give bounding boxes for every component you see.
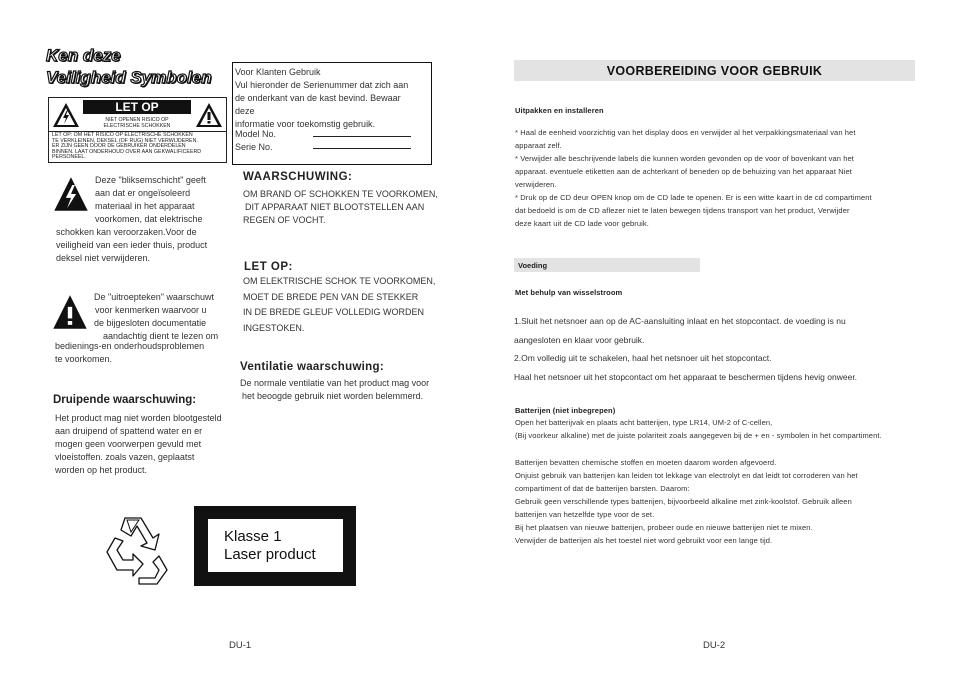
- lightning-symbol-icon: [53, 176, 89, 212]
- exclamation-explanation: De "uitroepteken" waarschuwt voor kenmerken waarvoor u de bijgesloten documentatie aandachtig dient te lezen om: [94, 292, 219, 341]
- laser-product-label: [194, 506, 356, 586]
- battery-warning-text: Batterijen bevatten chemische stoffen en moeten daarom worden afgevoerd. Onjuist gebruik van batterijen kan leiden tot lekkage van electrolyt en dat leidt tot corroderen van het compartiment of dat de batterijen barsten. Daarom: Gebruik geen verschillende types batterijen, bijvoorbeeld alkaline met zink-koolstof. Gebruik alleen batterijen van hetzelfde type voor de set. Bij het plaatsen van nieuwe batterijen, probeer oude en nieuwe batterijen niet te mixen. Verwijder de batterijen als het toestel niet word gebruikt voor een lange tijd.: [515, 458, 858, 545]
- exclamation-explanation-bottom: bedienings-en onderhoudsproblemen te voorkomen.: [55, 341, 205, 364]
- model-number-field[interactable]: [313, 136, 411, 137]
- serial-number-label: Serie No.: [235, 142, 273, 152]
- caution-warning-text: LET OP: OM HET RISICO OP ELECTRISCHE SCHOKKEN TE VERKLEINEN, DEKSEL (OF RUG) NIET VERWIJDEREN. ER ZIJN GEEN DOOR DE GEBRUIKER ONDERDELEN BINNEN. LAAT ONDERHOUD OVER AAN GEKWALIFICEERD PERSONEEL.: [52, 132, 202, 161]
- drip-heading: Druipende waarschuwing:: [53, 394, 197, 406]
- lightning-explanation-bottom: schokken kan veroorzaken.Voor de veiligheid van een ieder thuis, product deksel niet verwijderen.: [56, 227, 208, 263]
- ac-text: 1.Sluit het netsnoer aan op de AC-aansluiting inlaat en het stopcontact. de voeding is nu aangesloten en klaar voor gebruik. 2.Om volledig uit te schakelen, haal het netsnoer uit het stopcontact. Haal het netsnoer uit het stopcontact om het apparaat te beschermen tijdens hevig onweer.: [514, 316, 858, 382]
- laser-class-text: Klasse 1: [224, 528, 282, 545]
- letop-heading: LET OP:: [244, 261, 293, 273]
- caution-label-box: [48, 97, 227, 163]
- page-title: [46, 45, 212, 89]
- lightning-explanation-top: Deze "bliksemschicht" geeft aan dat er ongeïsoleerd materiaal in het apparaat voorkomen, dat elektrische: [95, 175, 206, 224]
- serial-number-field[interactable]: [313, 148, 411, 149]
- waarschuwing-heading: WAARSCHUWING:: [243, 171, 353, 183]
- unpack-heading: Uitpakken en installeren: [515, 106, 604, 115]
- unpack-text: * Haal de eenheid voorzichtig van het display doos en verwijder al het verpakkingsmateriaal van het apparaat zelf. * Verwijder alle beschrijvende labels die kunnen worden gevonden op de voor of bovenkant van het apparaat. eventuele etiketten aan de achterkant of beneden op de behuizing van het apparaat Niet verwijderen. * Druk op de CD deur OPEN knop om de CD lade te openen. Er is een witte kaart in de cd compartiment dat bedoeld is om de CD aflezer niet te laten bewegen tijdens transport van het product, Verwijder deze kaart uit de CD lade voor gebruik.: [515, 128, 872, 228]
- recycle-icon: [97, 512, 175, 588]
- section-title: VOORBEREIDING VOOR GEBRUIK: [606, 64, 823, 78]
- battery-text: Open het batterijvak en plaats acht batterijen, type LR14, UM-2 of C-cellen, (Bij voorkeur alkaline) met de juiste polariteit zoals aangegeven bij de + en - symbolen in het compartiment.: [515, 418, 882, 440]
- voeding-bar: [514, 258, 700, 272]
- ventilation-text: De normale ventilatie van het product mag voor het beoogde gebruik niet worden belemmerd.: [240, 378, 430, 401]
- waarschuwing-text: OM BRAND OF SCHOKKEN TE VOORKOMEN, DIT APPARAAT NIET BLOOTSTELLEN AAN REGEN OF VOCHT.: [243, 189, 438, 225]
- lightning-warning-icon: [52, 101, 80, 129]
- ventilation-heading: Ventilatie waarschuwing:: [240, 361, 384, 373]
- page-number-right: DU-2: [703, 640, 726, 651]
- ac-heading: Met behulp van wisselstroom: [515, 288, 623, 297]
- section-title-bar: [514, 60, 915, 81]
- drip-text: Het product mag niet worden blootgesteld aan druipend of spattend water en er mogen geen voorwerpen gevuld met vloeistoffen. zoals vazen, geplaatst worden op het product.: [55, 413, 222, 475]
- title-line-1: Ken deze: [46, 46, 121, 65]
- page-number-left: DU-1: [229, 640, 252, 651]
- customer-info-box: Voor Klanten Gebruik Vul hieronder de Serienummer dat zich aan de onderkant van de kast bevind. Bewaar deze informatie voor toekomstig gebruik. Model No. Serie No.: [232, 62, 432, 165]
- letop-text: OM ELEKTRISCHE SCHOK TE VOORKOMEN, MOET DE BREDE PEN VAN DE STEKKER IN DE BREDE GLEUF VOLLEDIG WORDEN INGESTOKEN.: [243, 276, 436, 333]
- voeding-label: Voeding: [518, 261, 548, 270]
- title-line-2: Veiligheid Symbolen: [46, 68, 212, 87]
- caution-small-text: NIET OPENEN RISICO OP ELECTRISCHE SCHOKKEN: [103, 117, 171, 129]
- model-number-label: Model No.: [235, 129, 277, 139]
- caution-heading: LET OP: [83, 100, 191, 114]
- exclamation-warning-icon: [195, 101, 223, 129]
- exclamation-symbol-icon: [52, 294, 88, 330]
- laser-product-text: Laser product: [224, 546, 316, 563]
- battery-heading: Batterijen (niet inbegrepen): [515, 406, 616, 415]
